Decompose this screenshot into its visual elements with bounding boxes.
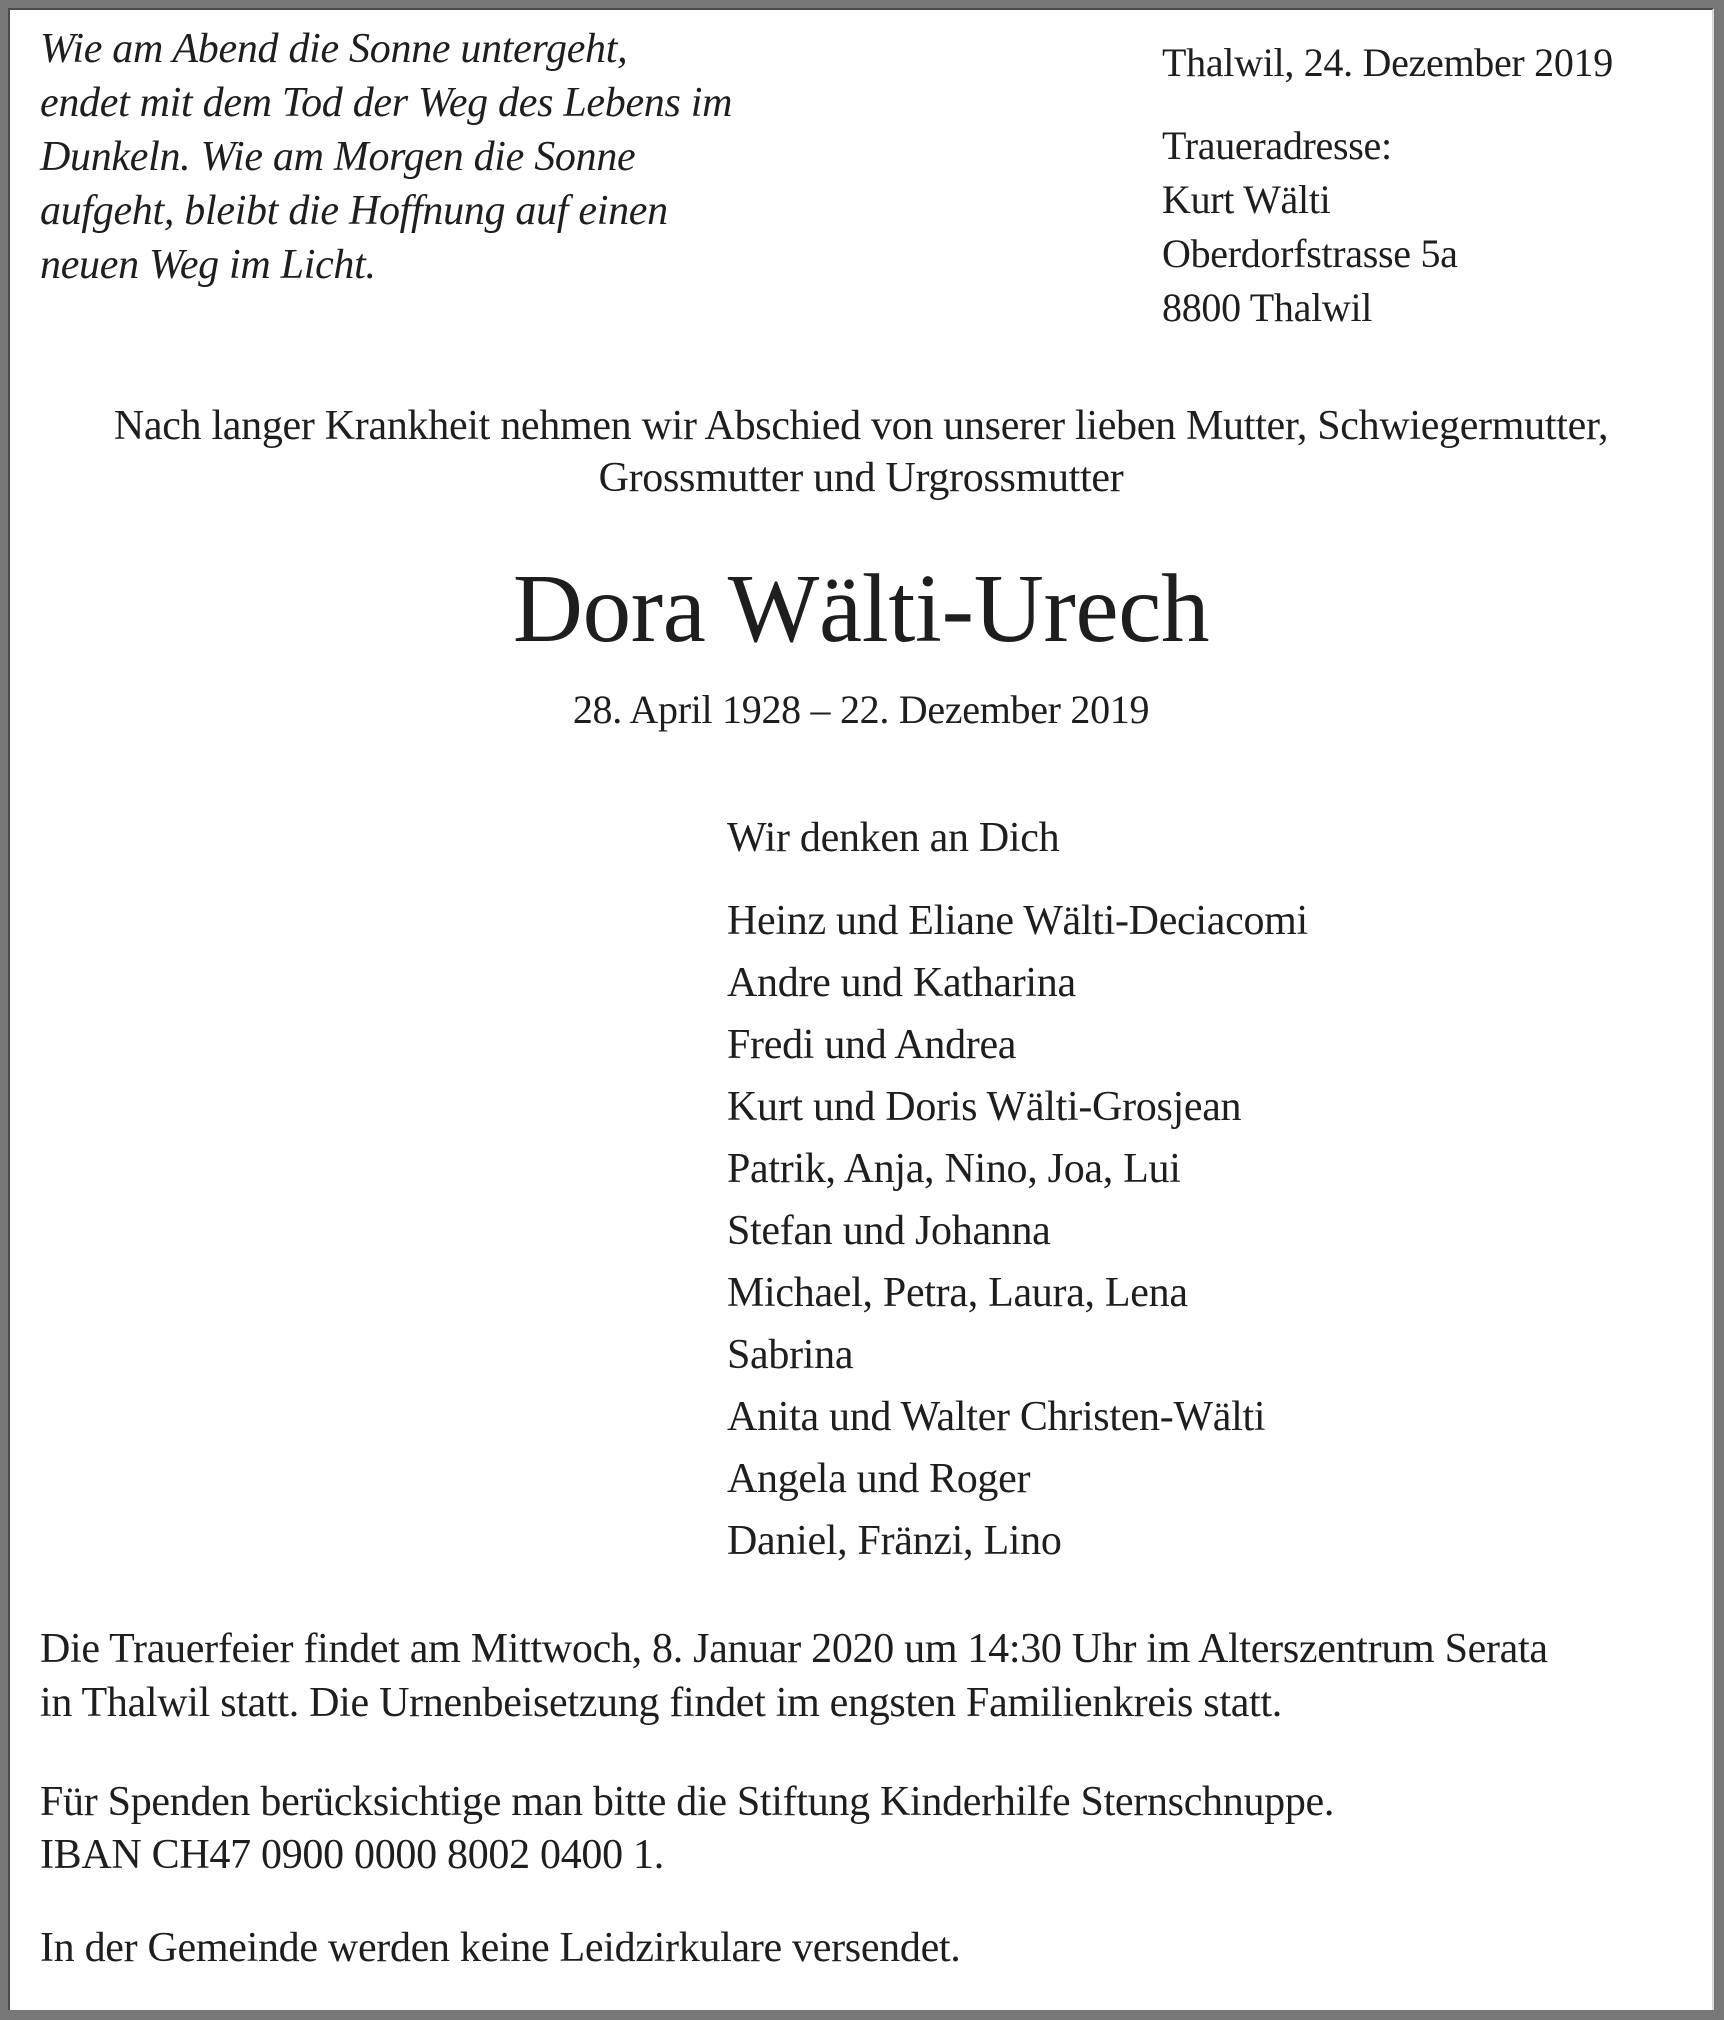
mourning-address-city: 8800 Thalwil [1162,285,1373,330]
mourners-list [727,890,1308,1572]
mourning-address-label: Traueradresse: [1162,123,1392,168]
mourner-line: Michael, Petra, Laura, Lena [727,1270,1188,1316]
mourning-address-block [1162,119,1613,335]
mourner-line: Kurt und Doris Wälti-Grosjean [727,1084,1242,1130]
announcement-line: Nach langer Krankheit nehmen wir Abschied von unserer lieben Mutter, Schwiegermutter, [113,403,1609,449]
mourning-address-name: Kurt Wälti [1162,177,1331,222]
service-info-line: in Thalwil statt. Die Urnenbeisetzung findet im engsten Familienkreis statt. [40,1680,1282,1726]
donation-info [40,1776,1334,1882]
donation-info-line: Für Spenden berücksichtige man bitte die Stiftung Kinderhilfe Sternschnuppe. [40,1779,1335,1825]
mourning-address-street: Oberdorfstrasse 5a [1162,231,1458,276]
poem-line: neuen Weg im Licht. [40,242,376,288]
dedication-line: Wir denken an Dich [727,815,1060,861]
death-announcement [10,400,1712,504]
closing-note: In der Gemeinde werden keine Leidzirkulare versendet. [40,1925,961,1971]
mourner-line: Patrik, Anja, Nino, Joa, Lui [727,1146,1181,1192]
poem-line: Dunkeln. Wie am Morgen die Sonne [40,134,636,180]
mourner-line: Daniel, Fränzi, Lino [727,1518,1062,1564]
memorial-block [727,807,1308,1572]
mourner-line: Heinz und Eliane Wälti-Deciacomi [727,898,1308,944]
poem-verse [40,22,732,292]
mourner-line: Fredi und Andrea [727,1022,1017,1068]
mourner-line: Angela und Roger [727,1456,1031,1502]
announcement-line: Grossmutter und Urgrossmutter [598,455,1124,501]
poem-line: aufgeht, bleibt die Hoffnung auf einen [40,188,668,234]
mourner-line: Andre und Katharina [727,960,1076,1006]
funeral-service-info [40,1622,1548,1730]
poem-line: endet mit dem Tod der Weg des Lebens im [40,80,733,126]
deceased-name: Dora Wälti-Urech [512,555,1210,662]
life-dates: 28. April 1928 – 22. Dezember 2019 [572,687,1150,732]
obituary-page [8,8,1714,2010]
service-info-line: Die Trauerfeier findet am Mittwoch, 8. Januar 2020 um 14:30 Uhr im Alterszentrum Serata [40,1626,1548,1672]
place-date-line: Thalwil, 24. Dezember 2019 [1162,40,1613,85]
poem-line: Wie am Abend die Sonne untergeht, [40,26,628,72]
mourner-line: Anita und Walter Christen-Wälti [727,1394,1266,1440]
mourner-line: Stefan und Johanna [727,1208,1051,1254]
mourner-line: Sabrina [727,1332,854,1378]
donation-iban-line: IBAN CH47 0900 0000 8002 0400 1. [40,1832,664,1878]
header-right-column [1162,36,1613,335]
